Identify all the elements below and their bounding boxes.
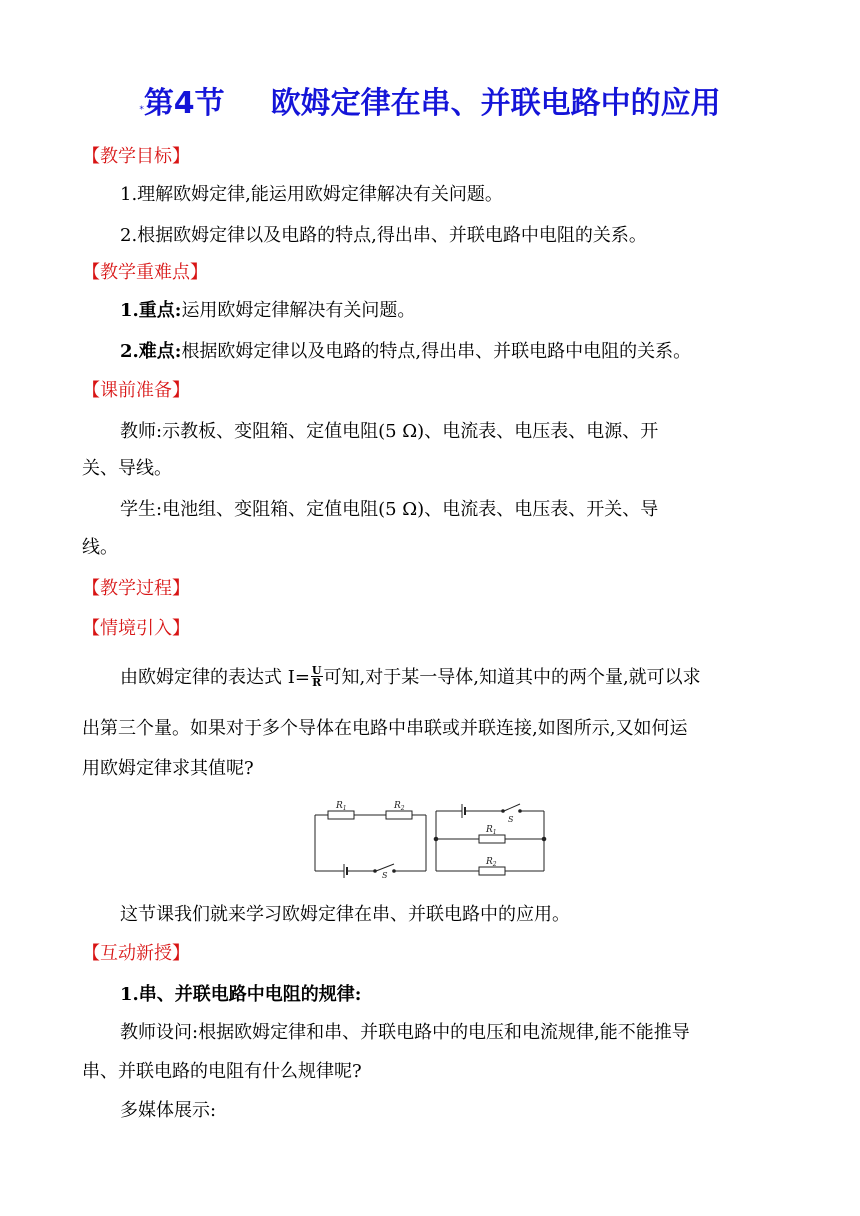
goal-item-1: 1.理解欧姆定律,能运用欧姆定律解决有关问题。 (120, 184, 503, 205)
fraction-denominator: R (312, 675, 322, 689)
question-line-1: 教师设问:根据欧姆定律和串、并联电路中的电压和电流规律,能不能推导 (120, 1022, 690, 1043)
key-point (120, 298, 415, 324)
series-resistor-r2 (386, 811, 412, 819)
lesson-heading: 欧姆定律在串、并联电路中的应用 (270, 86, 721, 121)
intro-line-2: 出第三个量。如果对于多个导体在电路中串联或并联连接,如图所示,又如何运 (82, 718, 688, 739)
goals-header: 【教学目标】 (82, 146, 190, 167)
series-switch-label: S (382, 871, 388, 880)
key-point-label: 1.重点: (120, 300, 182, 321)
media-display-label: 多媒体展示: (120, 1100, 217, 1121)
page-title (0, 84, 860, 124)
prep-teacher-line-1: 教师:示教板、变阻箱、定值电阻(5 Ω)、电流表、电压表、电源、开 (120, 421, 659, 442)
series-circuit-diagram (315, 811, 426, 878)
key-point-text: 运用欧姆定律解决有关问题。 (181, 300, 416, 321)
hard-point-text: 根据欧姆定律以及电路的特点,得出串、并联电路中电阻的关系。 (181, 341, 692, 362)
hard-point-label: 2.难点: (120, 341, 182, 362)
new-lesson-subtitle: 1.串、并联电路中电阻的规律: (120, 984, 362, 1005)
series-r2-label: $R_2$ (394, 801, 405, 812)
circuit-figure (314, 798, 548, 884)
prep-student-line-2: 线。 (82, 537, 118, 558)
prep-student-line-1: 学生:电池组、变阻箱、定值电阻(5 Ω)、电流表、电压表、开关、导 (120, 499, 659, 520)
section-number: 第4节 (143, 86, 225, 121)
intro-line-1 (120, 665, 701, 691)
parallel-switch-blade (504, 804, 520, 811)
fraction-numerator: U (311, 663, 322, 677)
new-lesson-header: 【互动新授】 (82, 943, 190, 964)
hard-point (120, 339, 691, 365)
parallel-switch-label: S (508, 815, 514, 824)
intro-line-3: 用欧姆定律求其值呢? (82, 758, 254, 779)
question-line-2: 串、并联电路的电阻有什么规律呢? (82, 1061, 362, 1082)
intro-header: 【情境引入】 (82, 618, 190, 639)
title-mark: * (139, 105, 144, 115)
series-r1-label: $R_1$ (336, 801, 347, 812)
process-header: 【教学过程】 (82, 578, 190, 599)
parallel-r2-label: $R_2$ (486, 857, 497, 868)
parallel-r1-label: $R_1$ (486, 825, 497, 836)
series-resistor-r1 (328, 811, 354, 819)
prep-header: 【课前准备】 (82, 380, 190, 401)
keypoints-header: 【教学重难点】 (82, 262, 208, 283)
prep-teacher-line-2: 关、导线。 (82, 458, 172, 479)
series-switch-blade (376, 864, 394, 871)
goal-item-2: 2.根据欧姆定律以及电路的特点,得出串、并联电路中电阻的关系。 (120, 225, 647, 246)
intro-line-1-after: 可知,对于某一导体,知道其中的两个量,就可以求 (323, 667, 701, 688)
ohms-law-fraction (311, 665, 323, 688)
intro-line-1-before: 由欧姆定律的表达式 I= (120, 667, 310, 688)
parallel-resistor-r1 (479, 835, 505, 843)
intro-closing: 这节课我们就来学习欧姆定律在串、并联电路中的应用。 (120, 904, 570, 925)
parallel-resistor-r2 (479, 867, 505, 875)
